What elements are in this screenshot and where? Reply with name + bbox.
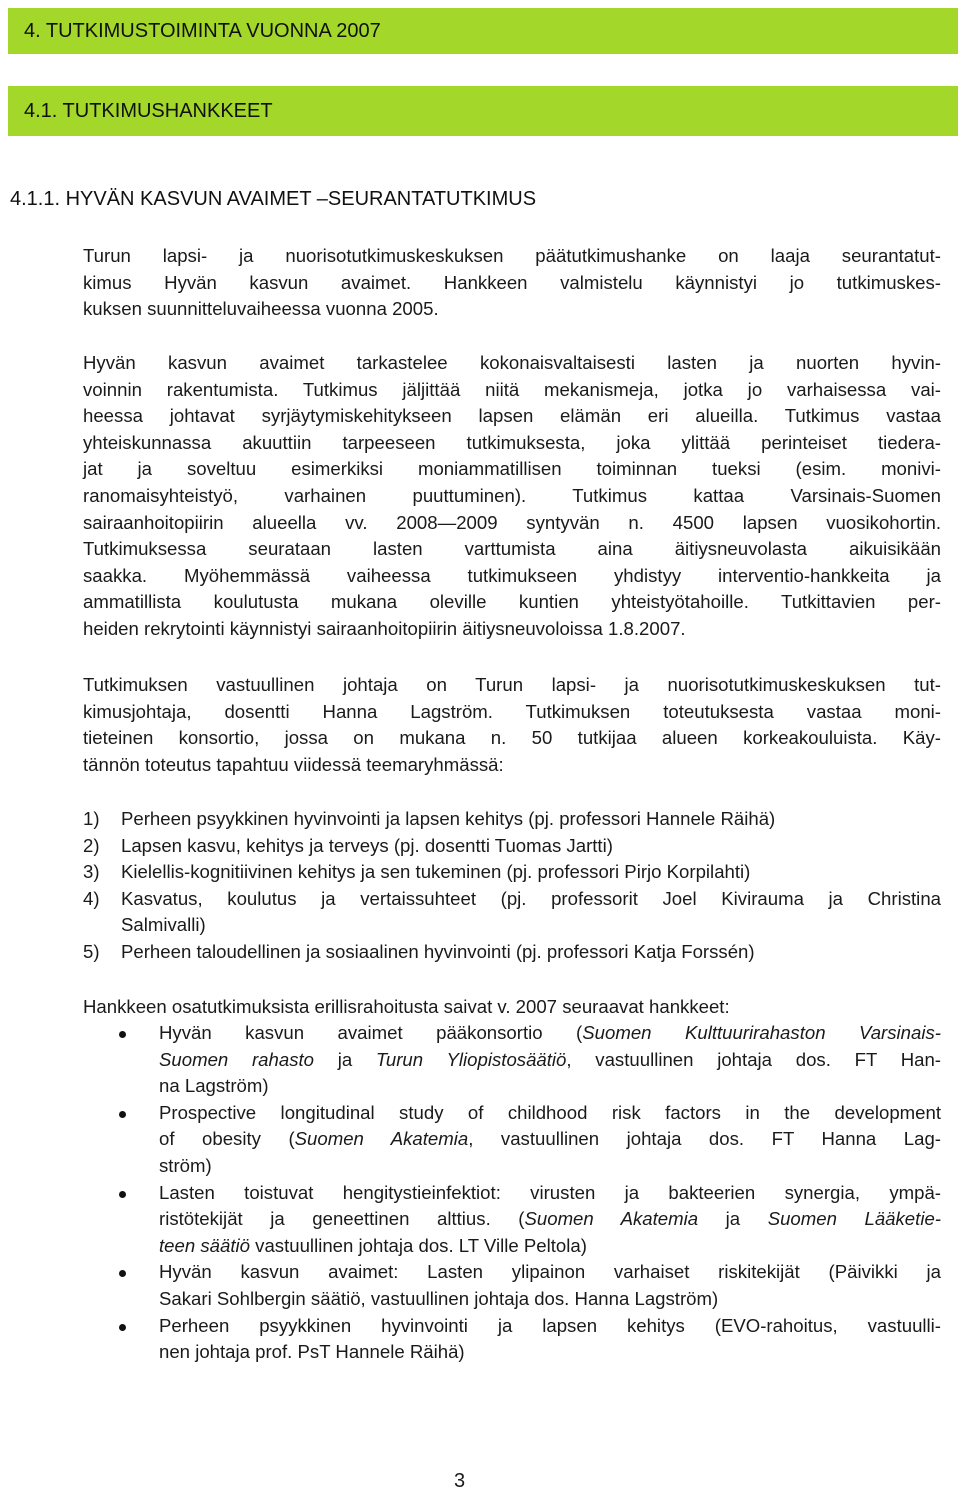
- text-line: tännön toteutus tapahtuu viidessä teemaryhmässä:: [83, 753, 504, 775]
- text-line: sairaanhoitopiirin alueella vv. 2008—2009 syntyvän n. 4500 lapsen vuosikohortin.: [83, 511, 941, 533]
- text-segment: , vastuullinen johtaja dos. FT Han-: [566, 1048, 941, 1070]
- bullet-line: [159, 1153, 941, 1180]
- text-line: Hankkeen osatutkimuksista erillisrahoitusta saivat v. 2007 seuraavat hankkeet:: [83, 996, 730, 1017]
- theme-group-list: [83, 806, 941, 966]
- bullet-line: [159, 1047, 941, 1074]
- bullet-item: [83, 1313, 941, 1366]
- text-line: heessa johtavat syrjäytymiskehitykseen lapsen elämän eri alueilla. Tutkimus vastaa: [83, 405, 941, 427]
- list-item-text: Lapsen kasvu, kehitys ja terveys (pj. dosentti Tuomas Jartti): [121, 834, 613, 856]
- list-number: 2): [83, 834, 100, 856]
- text-line: kuksen suunnitteluvaiheessa vuonna 2005.: [83, 298, 439, 320]
- italic-segment: Suomen Lääketie-: [767, 1208, 941, 1230]
- bullet-dot-icon: [119, 1111, 126, 1118]
- text-line: Tutkimuksessa seurataan lasten varttumista aina äitiysneuvolasta aikuisikään: [83, 538, 941, 560]
- text-line: yhteiskunnassa akuuttiin tarpeeseen tutkimuksesta, joka ylittää perinteiset tiedera-: [83, 431, 941, 453]
- text-segment: ristötekijät ja geneettinen alttius. (: [159, 1208, 525, 1230]
- italic-segment: Suomen Kulttuurirahaston Varsinais-: [582, 1022, 941, 1043]
- section-heading: 4.1. TUTKIMUSHANKKEET: [24, 99, 273, 122]
- intro-paragraph: [83, 243, 941, 323]
- bullet-line: [159, 1339, 941, 1366]
- list-item: [83, 833, 941, 860]
- text-line: kimus Hyvän kasvun avaimet. Hankkeen valmistelu käynnistyi jo tutkimuskes-: [83, 271, 941, 293]
- description-paragraph: [83, 350, 941, 643]
- bullet-dot-icon: [119, 1191, 126, 1198]
- text-segment: Perheen psyykkinen hyvinvointi ja lapsen kehitys (EVO-rahoitus, vastuulli-: [159, 1314, 941, 1336]
- bullet-line: [159, 1126, 941, 1153]
- bullet-line: [159, 1180, 941, 1207]
- italic-segment: Suomen Akatemia: [524, 1208, 699, 1230]
- funded-projects-list: [83, 1020, 941, 1366]
- text-segment: Hyvän kasvun avaimet pääkonsortio (: [159, 1022, 583, 1043]
- bullet-line: [159, 1313, 941, 1340]
- list-number: 4): [83, 887, 100, 909]
- bullet-line: [159, 1020, 941, 1047]
- text-segment: Sakari Sohlbergin säätiö, vastuullinen johtaja dos. Hanna Lagström): [159, 1287, 719, 1309]
- list-item: [83, 859, 941, 886]
- bullet-line: [159, 1286, 941, 1313]
- italic-segment: Suomen rahasto: [159, 1048, 314, 1070]
- bullet-line: [159, 1206, 941, 1233]
- text-line: Tutkimuksen vastuullinen johtaja on Turun lapsi- ja nuorisotutkimuskeskuksen tut-: [83, 674, 941, 695]
- list-number: 1): [83, 808, 100, 829]
- list-item-text: Salmivalli): [121, 914, 206, 936]
- text-segment: Lasten toistuvat hengitystieinfektiot: virusten ja bakteerien synergia, ympä-: [159, 1181, 941, 1203]
- list-item-text: Perheen taloudellinen ja sosiaalinen hyvinvointi (pj. professori Katja Forssén): [121, 940, 755, 962]
- bullet-item: [83, 1180, 941, 1260]
- text-line: tieteinen konsortio, jossa on mukana n. 50 tutkijaa alueen korkeakouluista. Käy-: [83, 727, 941, 749]
- list-number: 3): [83, 861, 100, 883]
- text-segment: ström): [159, 1154, 212, 1176]
- italic-segment: teen säätiö: [159, 1234, 250, 1256]
- bullet-item: [83, 1259, 941, 1312]
- list-item: [83, 806, 941, 833]
- text-segment: Prospective longitudinal study of childhood risk factors in the development: [159, 1101, 941, 1123]
- bullet-dot-icon: [119, 1270, 126, 1277]
- text-segment: nen johtaja prof. PsT Hannele Räihä): [159, 1341, 465, 1363]
- bullet-item: [83, 1100, 941, 1180]
- text-segment: ja: [698, 1208, 768, 1230]
- text-line: heiden rekrytointi käynnistyi sairaanhoitopiirin äitiysneuvoloissa 1.8.2007.: [83, 617, 686, 639]
- text-line: ranomaisyhteistyö, varhainen puuttuminen). Tutkimus kattaa Varsinais-Suomen: [83, 484, 941, 506]
- text-line: ammatillista koulutusta mukana oleville kuntien yhteistyötahoille. Tutkittavien per-: [83, 591, 941, 613]
- italic-segment: Suomen Akatemia: [294, 1128, 469, 1150]
- list-item-text: Kasvatus, koulutus ja vertaissuhteet (pj. professorit Joel Kivirauma ja Christina: [121, 887, 941, 909]
- leadership-paragraph: [83, 672, 941, 778]
- text-line: saakka. Myöhemmässä vaiheessa tutkimukseen yhdistyy interventio-hankkeita ja: [83, 564, 941, 586]
- list-number: 5): [83, 940, 100, 962]
- text-segment: Hyvän kasvun avaimet: Lasten ylipainon varhaiset riskitekijät (Päivikki ja: [159, 1261, 941, 1283]
- bullet-line: [159, 1073, 941, 1100]
- list-item: [83, 939, 941, 966]
- text-line: voinnin rakentumista. Tutkimus jäljittää niitä mekanismeja, jotka jo varhaisessa vai-: [83, 378, 941, 400]
- text-segment: , vastuullinen johtaja dos. FT Hanna Lag-: [468, 1128, 941, 1150]
- funding-intro: [83, 994, 941, 1021]
- bullet-line: [159, 1233, 941, 1260]
- text-segment: vastuullinen johtaja dos. LT Ville Peltola): [249, 1234, 587, 1256]
- chapter-heading-band: [8, 8, 958, 54]
- text-line: kimusjohtaja, dosentti Hanna Lagström. Tutkimuksen toteutuksesta vastaa moni-: [83, 700, 941, 722]
- bullet-line: [159, 1100, 941, 1127]
- text-line: Hyvän kasvun avaimet tarkastelee kokonaisvaltaisesti lasten ja nuorten hyvin-: [83, 352, 941, 373]
- bullet-dot-icon: [119, 1324, 126, 1331]
- text-line: Turun lapsi- ja nuorisotutkimuskeskuksen päätutkimushanke on laaja seurantatut-: [83, 245, 941, 266]
- list-item-text: Kielellis-kognitiivinen kehitys ja sen tukeminen (pj. professori Pirjo Korpilahti): [121, 861, 751, 883]
- italic-segment: Turun Yliopistosäätiö: [375, 1048, 567, 1070]
- text-segment: na Lagström): [159, 1075, 269, 1097]
- list-item-text: Perheen psyykkinen hyvinvointi ja lapsen kehitys (pj. professori Hannele Räihä): [121, 808, 776, 829]
- bullet-line: [159, 1259, 941, 1286]
- list-item: [83, 886, 941, 939]
- subsection-heading: 4.1.1. HYVÄN KASVUN AVAIMET –SEURANTATUTKIMUS: [10, 188, 537, 210]
- section-heading-band: [8, 86, 958, 136]
- chapter-heading: 4. TUTKIMUSTOIMINTA VUONNA 2007: [24, 19, 381, 42]
- bullet-dot-icon: [119, 1031, 126, 1038]
- text-line: jat ja soveltuu esimerkiksi moniammatillisen toiminnan tueksi (esim. monivi-: [83, 458, 941, 480]
- text-segment: ja: [314, 1048, 376, 1070]
- text-segment: of obesity (: [159, 1128, 295, 1150]
- bullet-item: [83, 1020, 941, 1100]
- page-number: 3: [454, 1470, 466, 1492]
